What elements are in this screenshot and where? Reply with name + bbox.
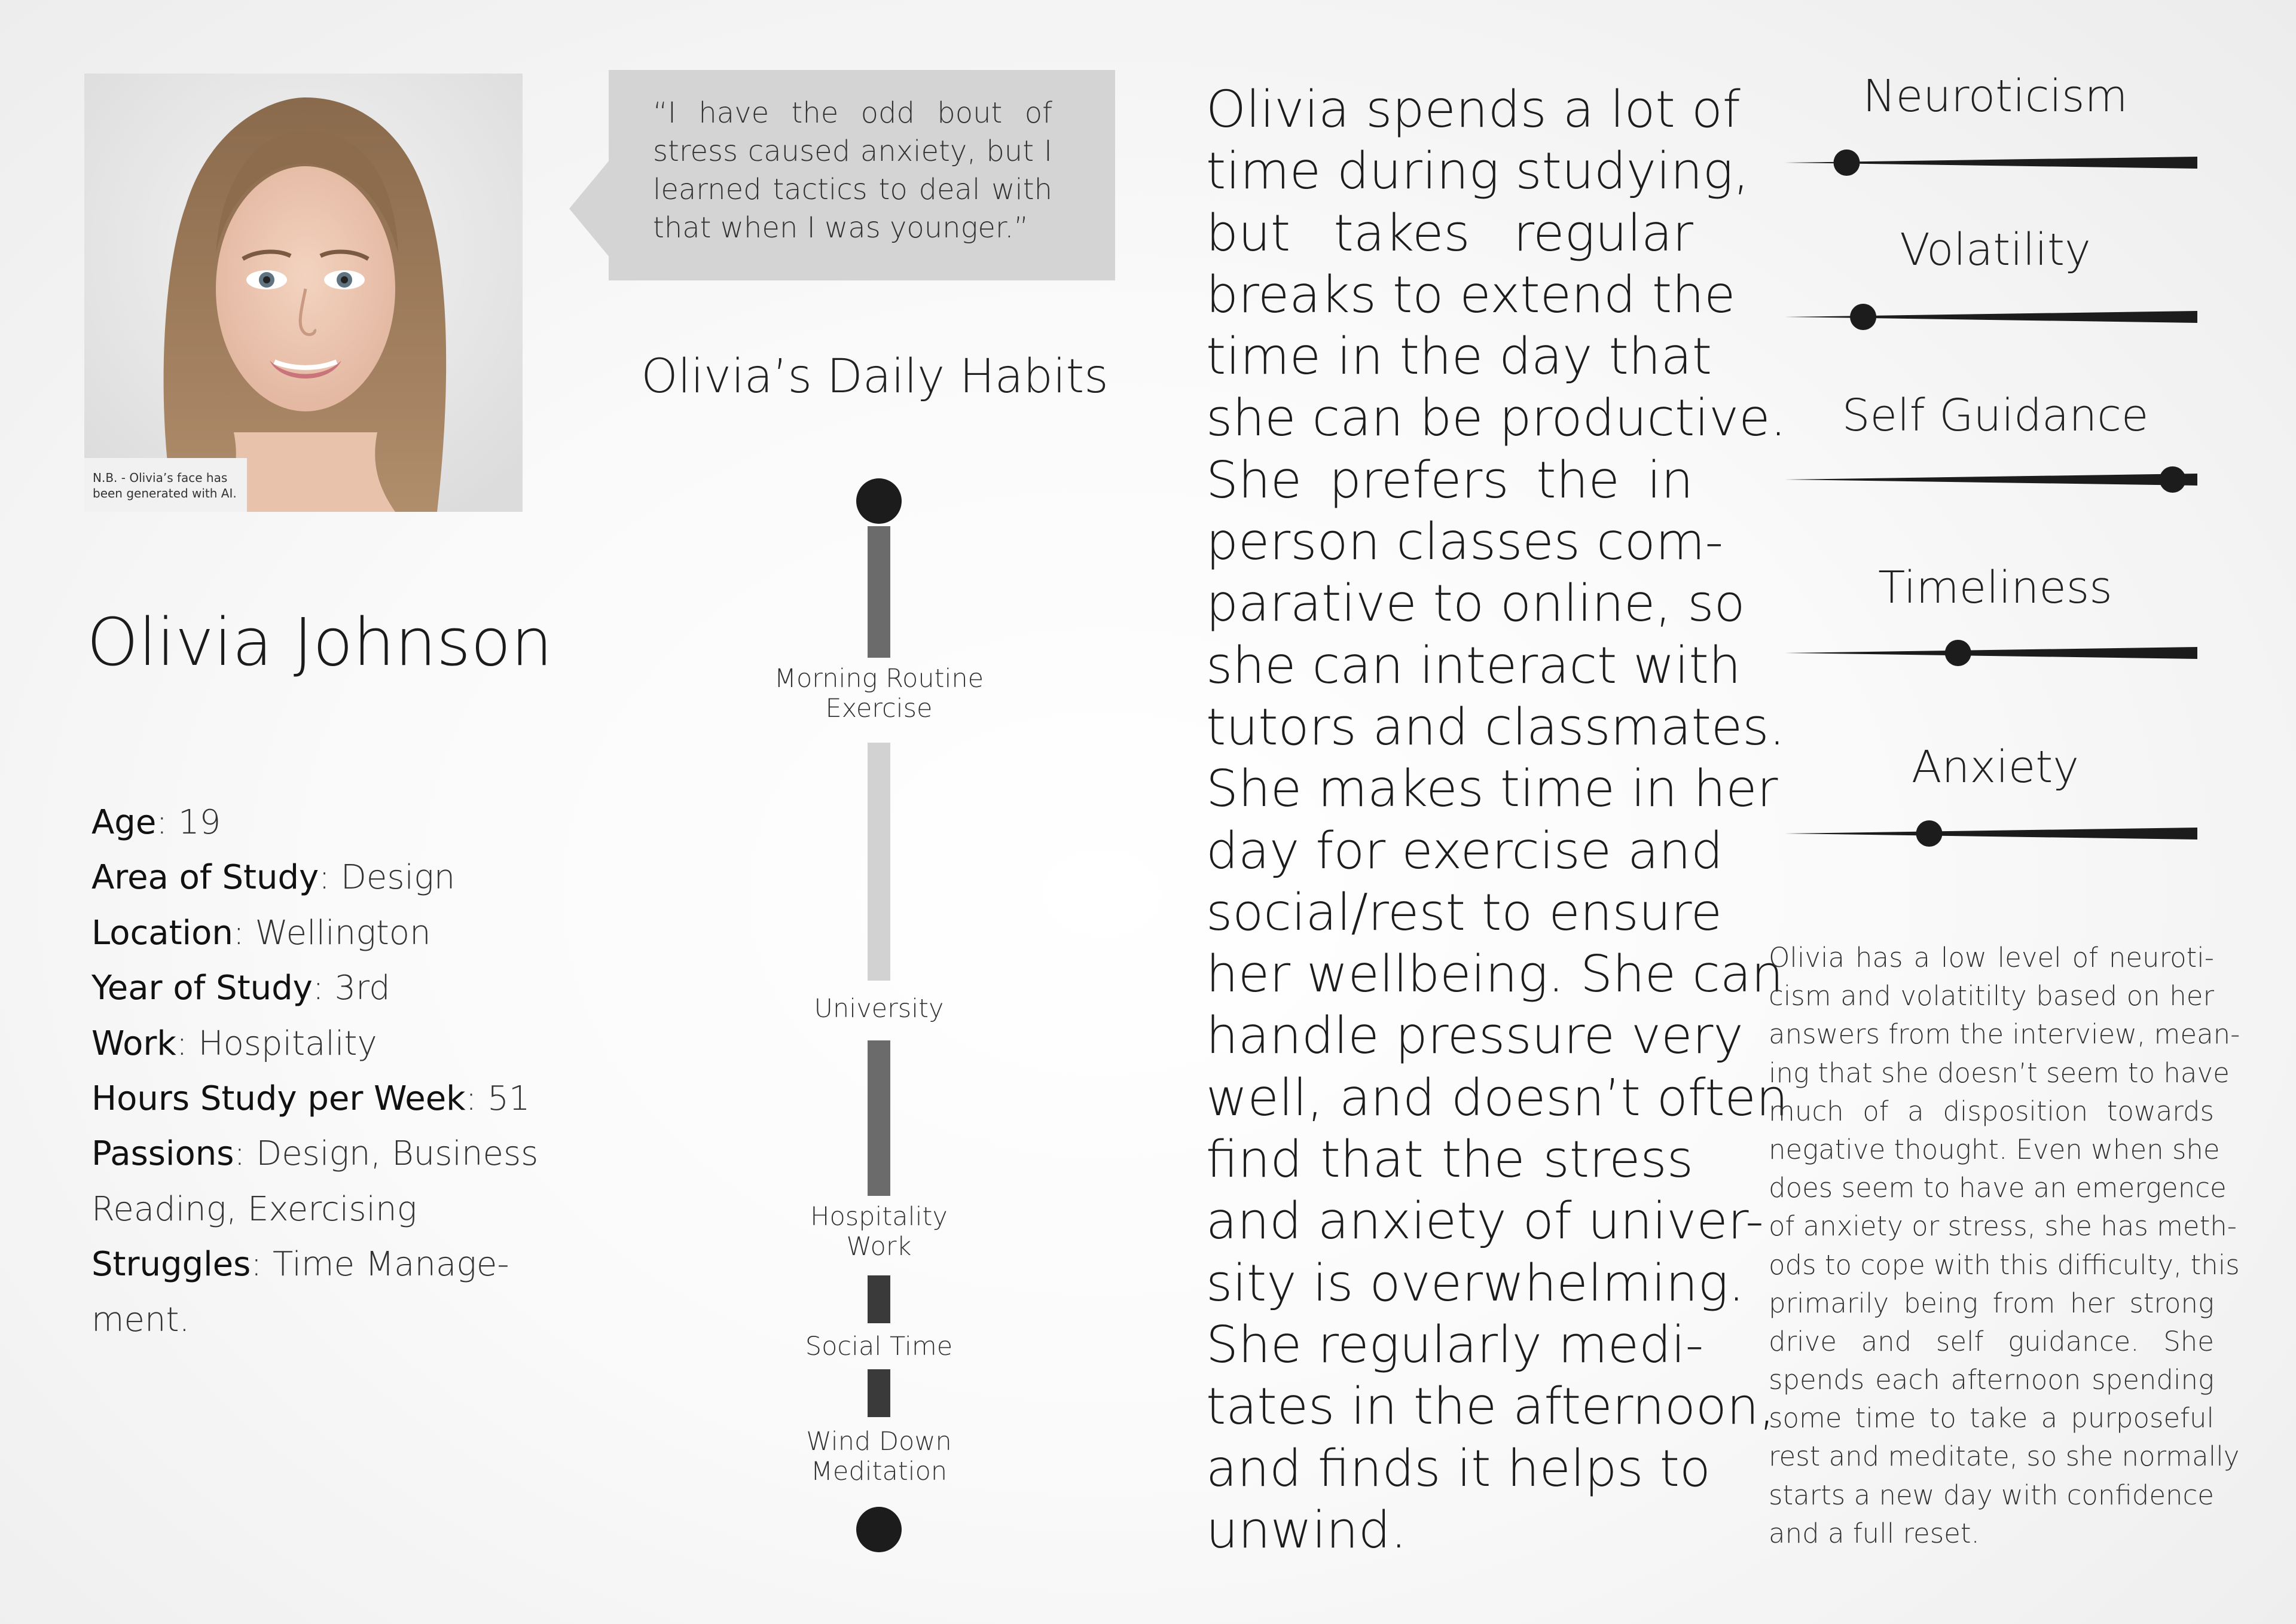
timeline-start-dot xyxy=(856,478,902,524)
quote-bubble-pointer xyxy=(569,160,610,258)
narrative-line: and finds it helps to xyxy=(1206,1439,1711,1498)
trait-level-marker xyxy=(1850,304,1876,330)
photo-disclaimer-line: been generated with AI. xyxy=(93,486,237,500)
detail-key: Work xyxy=(91,1024,176,1063)
summary-line: starts a new day with confidence xyxy=(1769,1479,2214,1511)
narrative-line: Olivia spends a lot of xyxy=(1206,80,1741,139)
trait-label: Timeliness xyxy=(1878,562,2112,613)
persona-name: Olivia Johnson xyxy=(87,604,553,680)
persona-details xyxy=(91,795,539,1348)
detail-value: : Hospitality xyxy=(176,1024,377,1063)
summary-line: ing that she doesn’t seem to have xyxy=(1769,1057,2230,1089)
narrative-line: social/rest to ensure xyxy=(1206,883,1723,942)
detail-row xyxy=(91,961,534,1016)
narrative-line: her wellbeing. She can xyxy=(1206,945,1784,1005)
trait-scale-track xyxy=(1785,311,2197,323)
trait-scale xyxy=(1785,468,2197,492)
timeline-segment xyxy=(868,1369,890,1417)
detail-key: Struggles xyxy=(91,1245,251,1284)
detail-row xyxy=(91,1293,534,1348)
trait-scale-track xyxy=(1785,828,2197,840)
photo-disclaimer-line: N.B. - Olivia’s face has xyxy=(93,471,228,485)
narrative-line: day for exercise and xyxy=(1206,821,1723,881)
timeline-segment xyxy=(868,1275,890,1323)
narrative-line: handle pressure very xyxy=(1206,1006,1744,1066)
quote-bubble: “I have the odd bout of stress caused anxiety, but I learned tactics to deal with that when I was younger.” xyxy=(609,70,1115,280)
detail-value: : Time Manage- xyxy=(251,1245,509,1284)
summary-line: spends each afternoon spending xyxy=(1769,1364,2214,1396)
timeline-end-dot xyxy=(856,1507,902,1552)
trait-scale-track xyxy=(1785,474,2197,486)
narrative-line: She prefers the in xyxy=(1206,450,1693,510)
photo-disclaimer xyxy=(84,458,247,512)
timeline-segment-label: Social Time xyxy=(805,1332,953,1362)
summary-line: rest and meditate, so she normally xyxy=(1769,1440,2240,1473)
habits-title: Olivia’s Daily Habits xyxy=(641,350,1109,404)
detail-value: : Design, Business xyxy=(234,1134,539,1174)
detail-key: Passions xyxy=(91,1134,234,1174)
trait-summary xyxy=(1769,939,2240,1553)
trait-scale-track xyxy=(1785,647,2197,659)
summary-line: of anxiety or stress, she has meth- xyxy=(1769,1210,2237,1243)
summary-line: drive and self guidance. She xyxy=(1769,1325,2214,1357)
narrative-line: parative to online, so xyxy=(1206,574,1745,634)
portrait-illustration xyxy=(84,74,523,512)
detail-key: Year of Study xyxy=(91,969,313,1008)
trait-level-marker xyxy=(1916,820,1943,847)
timeline-segment-label: Wind Down Meditation xyxy=(806,1427,952,1486)
narrative-line: well, and doesn’t often xyxy=(1206,1068,1788,1128)
detail-value: : 19 xyxy=(156,803,221,842)
narrative-line: she can be productive. xyxy=(1206,389,1787,448)
summary-line: Olivia has a low level of neuroti- xyxy=(1769,942,2214,973)
detail-value: : 51 xyxy=(465,1079,530,1119)
persona-narrative xyxy=(1206,79,1788,1561)
trait-scale xyxy=(1785,151,2197,175)
detail-row xyxy=(91,1237,534,1292)
timeline-segment-label: Hospitality Work xyxy=(810,1202,948,1262)
detail-row xyxy=(91,906,534,961)
timeline-segment-label: Morning Routine Exercise xyxy=(774,664,984,724)
narrative-line: find that the stress xyxy=(1206,1130,1693,1190)
trait-label: Volatility xyxy=(1900,224,2091,276)
detail-row xyxy=(91,1127,539,1182)
narrative-line: and anxiety of univer- xyxy=(1206,1192,1764,1251)
summary-line: some time to take a purposeful xyxy=(1769,1402,2214,1434)
narrative-line: time during studying, xyxy=(1206,142,1750,202)
detail-value: : 3rd xyxy=(312,969,390,1008)
narrative-line: tates in the afternoon, xyxy=(1206,1377,1775,1437)
detail-row xyxy=(91,1182,534,1237)
detail-row xyxy=(91,850,534,905)
detail-key: Age xyxy=(91,803,157,842)
detail-row xyxy=(91,1072,534,1127)
narrative-line: but takes regular xyxy=(1206,203,1693,263)
detail-row xyxy=(91,795,534,850)
trait-label: Anxiety xyxy=(1911,741,2080,793)
detail-row xyxy=(91,1016,534,1072)
detail-value: : Design xyxy=(319,858,456,898)
trait-level-marker xyxy=(2160,466,2186,493)
habits-timeline xyxy=(729,478,1028,1555)
summary-line: negative thought. Even when she xyxy=(1769,1133,2220,1165)
narrative-line: unwind. xyxy=(1206,1500,1407,1560)
profile-photo xyxy=(84,74,523,512)
detail-key: Area of Study xyxy=(91,858,319,898)
summary-line: primarily being from her strong xyxy=(1769,1287,2214,1319)
narrative-line: She makes time in her xyxy=(1206,759,1778,819)
narrative-line: She regularly medi- xyxy=(1206,1315,1704,1375)
narrative-line: time in the day that xyxy=(1206,327,1712,387)
narrative-line: person classes com- xyxy=(1206,512,1724,572)
trait-scale xyxy=(1785,641,2197,665)
detail-key: Hours Study per Week xyxy=(91,1079,466,1119)
summary-line: and a full reset. xyxy=(1769,1517,1980,1549)
trait-scale xyxy=(1785,305,2197,329)
timeline-segment xyxy=(868,743,890,981)
timeline-segment xyxy=(868,526,890,658)
summary-line: cism and volatitilty based on her xyxy=(1769,980,2214,1012)
detail-key: Location xyxy=(91,913,233,953)
timeline-segment-label: University xyxy=(814,994,944,1024)
detail-value: ment. xyxy=(91,1300,190,1339)
narrative-line: tutors and classmates. xyxy=(1206,697,1785,757)
trait-scale xyxy=(1785,822,2197,845)
trait-level-marker xyxy=(1834,149,1860,176)
trait-label: Neuroticism xyxy=(1863,71,2128,122)
trait-label: Self Guidance xyxy=(1842,390,2149,441)
summary-line: does seem to have an emergence xyxy=(1769,1172,2227,1204)
timeline-segment xyxy=(868,1040,890,1196)
summary-line: ods to cope with this difficulty, this xyxy=(1769,1248,2240,1281)
narrative-line: she can interact with xyxy=(1206,636,1741,695)
summary-line: much of a disposition towards xyxy=(1769,1095,2214,1127)
narrative-line: sity is overwhelming. xyxy=(1206,1253,1745,1313)
trait-level-marker xyxy=(1945,640,1971,666)
detail-value: : Wellington xyxy=(233,913,431,953)
narrative-line: breaks to extend the xyxy=(1206,265,1736,325)
detail-value: Reading, Exercising xyxy=(91,1189,417,1229)
summary-line: answers from the interview, mean- xyxy=(1769,1018,2240,1051)
